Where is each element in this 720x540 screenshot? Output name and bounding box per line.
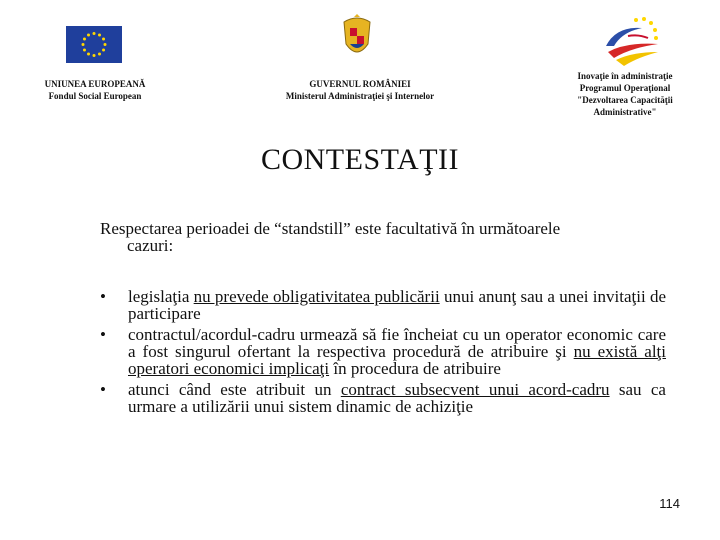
intro-line-2: cazuri: xyxy=(127,236,174,255)
eu-header-text xyxy=(30,78,160,102)
eu-star-icon xyxy=(102,49,105,52)
bullet-icon: • xyxy=(100,287,106,306)
ri-line-3: "Dezvoltarea Capacităţii xyxy=(577,95,673,105)
romania-coat-of-arms-logo xyxy=(340,14,374,64)
eu-star-icon xyxy=(102,38,105,41)
page-number: 114 xyxy=(659,496,680,511)
item-text: în procedura de atribuire xyxy=(329,359,501,378)
list-item xyxy=(100,288,666,322)
eu-star-icon xyxy=(93,32,96,35)
gov-line-2: Ministerul Administraţiei şi Internelor xyxy=(285,91,435,101)
eu-star-icon xyxy=(104,43,107,46)
bullet-icon: • xyxy=(100,325,106,344)
eu-flag-logo xyxy=(66,26,122,63)
bullet-icon: • xyxy=(100,380,106,399)
list-item xyxy=(100,326,666,377)
eu-star-icon xyxy=(82,43,85,46)
eu-star-icon xyxy=(87,53,90,56)
eu-star-icon xyxy=(87,33,90,36)
list-item xyxy=(100,381,666,415)
item-text: contractul/acordul-cadru urmează să fie încheiat cu un operator economic care a fost singurul ofertant la respectiva procedură de atribuire şi xyxy=(128,325,666,361)
eu-star-icon xyxy=(93,54,96,57)
item-text: atunci când este atribuit un xyxy=(128,380,341,399)
program-header-text xyxy=(560,70,690,118)
item-underlined: nu există alţi operatori economici implicaţi xyxy=(128,342,666,378)
item-text: sau ca urmare a utilizării unui sistem dinamic de achiziţie xyxy=(128,380,666,416)
eu-line-2: Fondul Social European xyxy=(48,91,142,101)
intro-line-1: Respectarea perioadei de “standstill” este facultativă în următoarele xyxy=(100,219,561,238)
page-title: CONTESTAŢII xyxy=(260,143,460,176)
eu-star-icon xyxy=(83,38,86,41)
item-underlined: contract subsecvent unui acord-cadru xyxy=(340,380,610,399)
eu-line-1: UNIUNEA EUROPEANĂ xyxy=(44,79,146,89)
ri-line-4: Administrative" xyxy=(593,107,657,117)
item-text: legislaţia xyxy=(128,287,194,306)
gov-line-1: GUVERNUL ROMÂNIEI xyxy=(309,79,411,89)
item-text: unui anunţ sau a unei invitaţii de participare xyxy=(128,287,666,323)
intro-paragraph xyxy=(100,220,666,254)
item-underlined: nu prevede obligativitatea publicării xyxy=(193,287,440,306)
eu-star-icon xyxy=(83,49,86,52)
ri-line-1: Inovaţie în administraţie xyxy=(577,71,673,81)
government-header-text xyxy=(265,78,455,102)
conditions-list xyxy=(100,288,666,419)
inovatie-administratie-logo xyxy=(598,14,666,68)
eu-star-icon xyxy=(98,53,101,56)
eu-star-icon xyxy=(98,33,101,36)
ri-line-2: Programul Operaţional xyxy=(579,83,671,93)
